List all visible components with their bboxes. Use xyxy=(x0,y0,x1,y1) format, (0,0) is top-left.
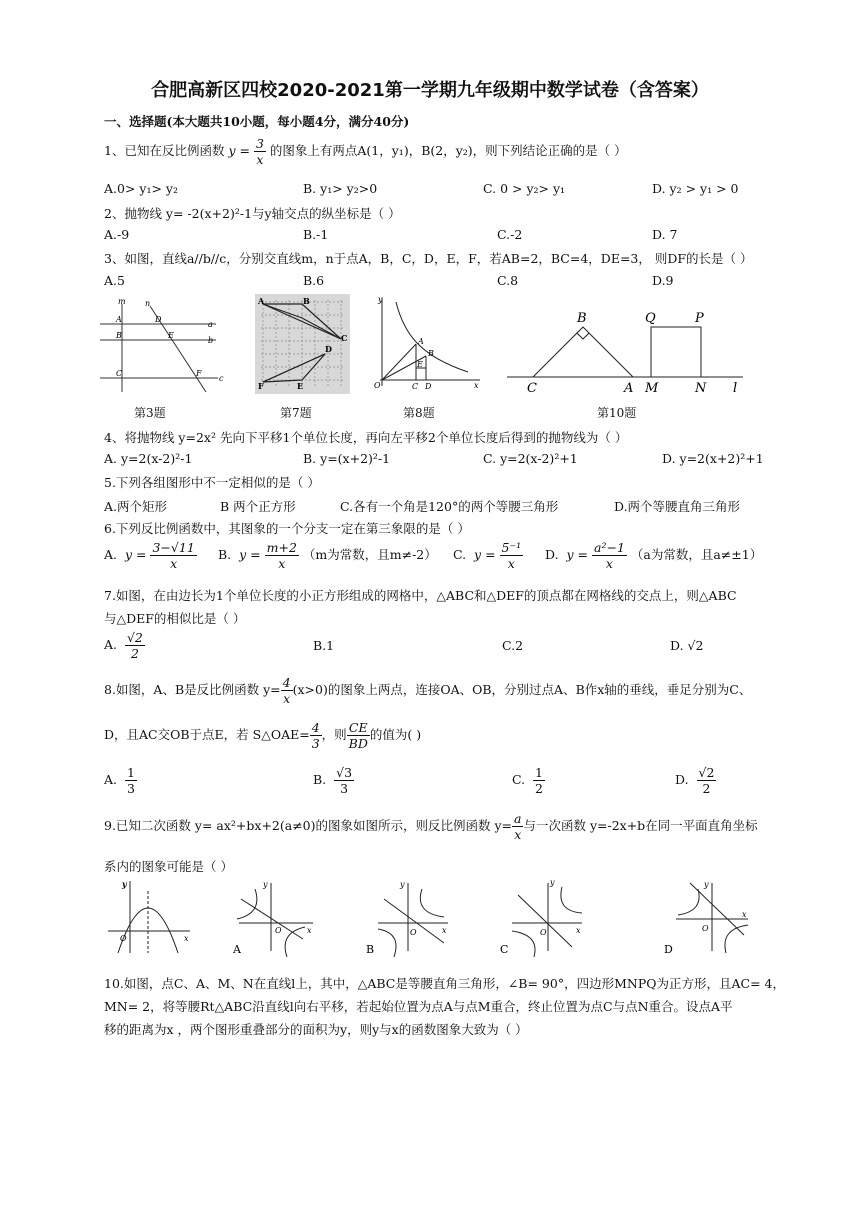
question-6-stem: 6.下列反比例函数中，其图象的一个分支一定在第三象限的是（ ） xyxy=(104,521,470,536)
q2-option-c: C.-2 xyxy=(497,227,523,242)
q7-option-a xyxy=(104,630,145,661)
q1-pre: 1、已知在反比例函数 xyxy=(104,143,225,158)
q8-b-label: B. xyxy=(313,772,327,787)
q9p-label-y: y xyxy=(122,879,127,889)
q4-option-d: D. y=2(x+2)²+1 xyxy=(662,451,764,466)
q8-option-c xyxy=(512,765,545,796)
q3-option-d: D.9 xyxy=(652,273,674,288)
q1-option-c: C. 0 > y₂> y₁ xyxy=(483,181,566,196)
q1-option-a: A.0> y₁> y₂ xyxy=(104,181,178,196)
q8-func-num: 4 xyxy=(282,675,291,690)
q9-stem1b: 与一次函数 y=-2x+b在同一平面直角坐标 xyxy=(523,818,758,833)
q1-option-d: D. y₂ > y₁ > 0 xyxy=(652,181,739,196)
fig3-label-B: B xyxy=(116,331,122,340)
q6-d-num: a²−1 xyxy=(594,540,625,555)
q9-func-num: a xyxy=(514,811,522,826)
fig3-label-A: A xyxy=(116,315,122,324)
q5-option-c: C.各有一个角是120°的两个等腰三角形 xyxy=(340,499,559,514)
q9d-label-x: x xyxy=(742,910,747,919)
fig8-label-A: A xyxy=(418,337,424,346)
q8-a-label: A. xyxy=(104,772,118,787)
q8-b-num: √3 xyxy=(336,765,353,780)
q6-b-y: y = xyxy=(239,547,261,562)
q1-frac-num: 3 xyxy=(255,136,264,151)
q6-a-label: A. xyxy=(104,547,118,562)
q1-frac-den: x xyxy=(256,152,264,167)
fig10-label-N: N xyxy=(695,381,707,395)
caption-q3: 第3题 xyxy=(134,406,166,420)
q8-func-den: x xyxy=(283,691,291,706)
question-4-stem: 4、将抛物线 y=2x² 先向下平移1个单位长度，再向左平移2个单位长度后得到的抛物线为（ ） xyxy=(104,430,628,445)
fig8-label-C: C xyxy=(412,382,419,390)
caption-q8: 第8题 xyxy=(403,406,435,420)
q1-option-b: B. y₁> y₂>0 xyxy=(303,181,378,196)
fig8-label-B: B xyxy=(428,349,434,358)
fig8-label-x: x xyxy=(474,381,479,390)
q6-option-c xyxy=(453,540,523,571)
fig8-label-O: O xyxy=(374,381,381,390)
question-10-line-1: 10.如图，点C、A、M、N在直线l上，其中，△ABC是等腰直角三角形，∠B= 90°，四边形MNPQ为正方形，且AC= 4， xyxy=(104,976,785,991)
q9a-label-y: y xyxy=(263,880,268,889)
q9-stem1a: 9.已知二次函数 y= ax²+bx+2(a≠0)的图象如图所示，则反比例函数 y= xyxy=(104,818,513,833)
q6-option-d xyxy=(545,540,762,571)
figure-q9-option-a xyxy=(233,877,317,957)
q5-option-b: B 两个正方形 xyxy=(220,499,296,514)
q9p-label-O: O xyxy=(120,934,127,943)
q8-ratio-den: BD xyxy=(348,736,368,751)
q6-c-num: 5⁻¹ xyxy=(501,540,522,555)
q8-stem2b: ，则 xyxy=(321,727,347,742)
q3-option-a: A.5 xyxy=(104,273,125,288)
q6-option-b xyxy=(218,540,437,571)
fig10-label-M: M xyxy=(645,381,659,395)
figure-q9-parabola xyxy=(104,877,194,955)
question-8-stem-1 xyxy=(104,675,751,706)
q7-option-b: B.1 xyxy=(313,638,335,653)
fig7-label-C: C xyxy=(341,333,348,343)
fig10-label-Q: Q xyxy=(645,311,656,326)
q8-stem2c: 的值为( ) xyxy=(369,727,422,742)
fig10-label-A: A xyxy=(624,381,634,395)
figure-q9-option-c xyxy=(498,877,586,957)
q3-option-c: C.8 xyxy=(497,273,519,288)
question-5-stem: 5.下列各组图形中不一定相似的是（ ） xyxy=(104,475,320,490)
q8-option-d xyxy=(675,765,716,796)
q8-c-den: 2 xyxy=(535,781,543,796)
question-7-stem-1: 7.如图，在由边长为1个单位长度的小正方形组成的网格中，△ABC和△DEF的顶点都在网格线的交点上，则△ABC xyxy=(104,588,737,603)
fig7-label-A: A xyxy=(258,296,265,306)
q8-stem1b: (x>0)的图象上两点，连接OA、OB，分别过点A、B作x轴的垂线，垂足分别为C、 xyxy=(292,682,752,697)
q1-post: 的图象上有两点A(1，y₁)，B(2，y₂)，则下列结论正确的是（ ） xyxy=(269,143,627,158)
figure-q9-option-d xyxy=(660,877,752,957)
fig3-label-b: b xyxy=(208,336,214,345)
q7-option-c: C.2 xyxy=(502,638,524,653)
q6-b-num: m+2 xyxy=(266,540,297,555)
page-title: 合肥高新区四校2020-2021第一学期九年级期中数学试卷（含答案） xyxy=(151,80,709,101)
q6-d-label: D. xyxy=(545,547,559,562)
q9p-label-x: x xyxy=(184,934,189,943)
question-9-stem-1 xyxy=(104,811,758,842)
fig8-label-E: E xyxy=(417,360,423,369)
fig3-label-F: F xyxy=(196,369,202,378)
fig10-label-C: C xyxy=(527,381,537,395)
fig7-label-E: E xyxy=(297,381,304,391)
q5-option-d: D.两个等腰直角三角形 xyxy=(614,499,741,514)
caption-q7: 第7题 xyxy=(280,406,312,420)
question-3-stem: 3、如图，直线a//b//c，分别交直线m，n于点A，B，C，D，E，F，若AB=2，BC=4，DE=3， 则DF的长是（ ） xyxy=(104,251,753,266)
q8-d-num: √2 xyxy=(698,765,715,780)
q9-graph-label-a: A xyxy=(233,943,241,956)
q6-a-num: 3−√11 xyxy=(152,540,195,555)
fig8-label-D: D xyxy=(425,382,432,390)
fig3-label-c: c xyxy=(219,374,224,383)
q6-d-y: y = xyxy=(566,547,589,562)
q6-option-a xyxy=(104,540,197,571)
question-8-stem-2 xyxy=(104,720,421,751)
q8-a-num: 1 xyxy=(126,765,135,780)
q6-b-den: x xyxy=(278,556,286,571)
figure-q8 xyxy=(368,294,484,390)
q8-c-label: C. xyxy=(512,772,526,787)
q8-b-den: 3 xyxy=(340,781,349,796)
q9-graph-label-b: B xyxy=(366,943,375,956)
q8-stem2a: D，且AC交OB于点E，若 S△OAE= xyxy=(104,727,310,742)
q8-stem1a: 8.如图，A、B是反比例函数 y= xyxy=(104,682,281,697)
q9a-label-x: x xyxy=(307,926,312,935)
q7-a-label: A. xyxy=(104,637,118,652)
q9d-label-y: y xyxy=(704,880,709,889)
q8-d-label: D. xyxy=(675,772,689,787)
q5-option-a: A.两个矩形 xyxy=(104,499,168,514)
figure-q3 xyxy=(98,296,228,394)
q9b-label-x: x xyxy=(442,926,447,935)
q8-a-den: 3 xyxy=(126,781,135,796)
q8-option-a xyxy=(104,765,137,796)
q9c-label-O: O xyxy=(540,928,547,937)
q8-ratio-num: CE xyxy=(347,720,370,736)
q6-c-label: C. xyxy=(453,547,467,562)
question-9-stem-2: 系内的图象可能是（ ） xyxy=(104,859,233,874)
q8-c-num: 1 xyxy=(535,765,543,780)
q7-a-num: √2 xyxy=(126,630,143,645)
q6-c-den: x xyxy=(507,556,515,571)
fig3-label-E: E xyxy=(168,331,174,340)
q8-area-den: 3 xyxy=(311,736,320,751)
q7-option-d: D. √2 xyxy=(670,638,704,653)
q2-option-a: A.-9 xyxy=(104,227,130,242)
q4-option-c: C. y=2(x-2)²+1 xyxy=(483,451,578,466)
fig3-label-m: m xyxy=(118,297,126,306)
figure-q7 xyxy=(255,294,350,394)
fig8-label-y: y xyxy=(378,295,383,304)
fig3-label-a: a xyxy=(208,320,213,329)
q6-b-note: （m为常数，且m≠-2） xyxy=(302,547,437,562)
section-heading: 一、选择题(本大题共10小题，每小题4分，满分40分) xyxy=(104,114,410,129)
q9c-label-y: y xyxy=(550,878,555,887)
figure-q10 xyxy=(505,300,750,395)
q9d-label-O: O xyxy=(702,924,709,933)
q9c-label-x: x xyxy=(576,926,581,935)
q7-a-den: 2 xyxy=(130,646,139,661)
fig3-label-C: C xyxy=(116,369,123,378)
q6-a-den: x xyxy=(170,556,178,571)
question-7-stem-2: 与△DEF的相似比是（ ） xyxy=(104,611,246,626)
q9-func-den: x xyxy=(514,827,522,842)
q9-graph-label-d: D xyxy=(664,943,673,956)
fig10-label-B: B xyxy=(577,311,587,326)
fig7-label-D: D xyxy=(325,344,332,354)
q4-option-a: A. y=2(x-2)²-1 xyxy=(104,451,193,466)
question-1-stem xyxy=(104,136,627,167)
fig10-label-P: P xyxy=(695,311,704,326)
q9b-label-y: y xyxy=(400,880,405,889)
fig7-label-F: F xyxy=(258,381,264,391)
q2-option-b: B.-1 xyxy=(303,227,329,242)
q1-fraction xyxy=(254,136,266,167)
q1-func-y: y = xyxy=(228,143,250,158)
fig7-label-B: B xyxy=(303,296,310,306)
question-10-line-3: 移的距离为x ，两个图形重叠部分的面积为y，则y与x的函数图象大致为（ ） xyxy=(104,1022,528,1037)
q4-option-b: B. y=(x+2)²-1 xyxy=(303,451,391,466)
q8-option-b xyxy=(313,765,354,796)
question-2-stem: 2、抛物线 y= -2(x+2)²-1与y轴交点的纵坐标是（ ） xyxy=(104,206,401,221)
q6-c-y: y = xyxy=(474,547,496,562)
q6-a-y: y = xyxy=(124,547,147,562)
figure-q9-option-b xyxy=(364,877,452,957)
q6-d-den: x xyxy=(605,556,613,571)
q2-option-d: D. 7 xyxy=(652,227,678,242)
q8-area-num: 4 xyxy=(311,720,320,735)
q8-d-den: 2 xyxy=(702,781,711,796)
question-10-line-2: MN= 2，将等腰Rt△ABC沿直线l向右平移，若起始位置为点A与点M重合，终止位置为点C与点N重合。设点A平 xyxy=(104,999,733,1014)
fig10-label-l: l xyxy=(733,381,738,395)
fig3-label-n: n xyxy=(145,299,151,308)
caption-q10: 第10题 xyxy=(597,406,637,420)
fig3-label-D: D xyxy=(155,315,162,324)
q9a-label-O: O xyxy=(275,926,282,935)
q9-graph-label-c: C xyxy=(500,943,509,956)
q6-d-note: （a为常数，且a≠±1） xyxy=(630,547,763,562)
q3-option-b: B.6 xyxy=(303,273,325,288)
q6-b-label: B. xyxy=(218,547,232,562)
q9b-label-O: O xyxy=(410,928,417,937)
